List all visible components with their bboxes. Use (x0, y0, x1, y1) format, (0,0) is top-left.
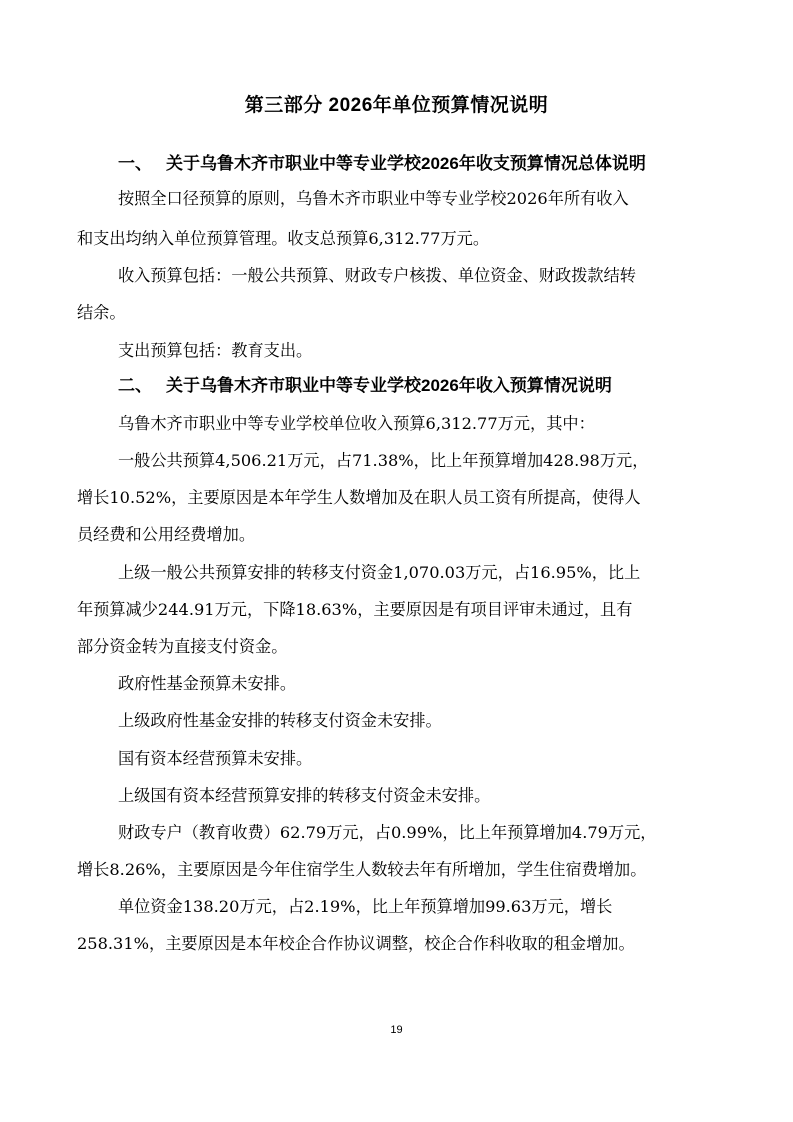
paragraph-line: 国有资本经营预算未安排。 (118, 749, 313, 768)
paragraph-line: 增长10.52%，主要原因是本年学生人数增加及在职人员工资有所提高，使得人 (77, 488, 641, 507)
paragraph-line: 增长8.26%，主要原因是今年住宿学生人数较去年有所增加，学生住宿费增加。 (77, 860, 647, 879)
page-title: 第三部分 2026年单位预算情况说明 (244, 95, 549, 116)
paragraph-line: 支出预算包括：教育支出。 (118, 341, 313, 360)
section-heading-text-1: 关于乌鲁木齐市职业中等专业学校2026年收支预算情况总体说明 (166, 154, 646, 173)
paragraph-line: 政府性基金预算未安排。 (118, 674, 297, 693)
page-number: 19 (390, 1024, 403, 1036)
section-heading-2 (118, 375, 612, 397)
paragraph-line: 年预算减少244.91万元，下降18.63%，主要原因是有项目评审未通过，且有 (77, 600, 633, 619)
section-heading-text-2: 关于乌鲁木齐市职业中等专业学校2026年收入预算情况说明 (166, 376, 612, 395)
paragraph-line: 员经费和公用经费增加。 (77, 525, 256, 544)
paragraph-line: 结余。 (77, 303, 126, 322)
paragraph-line: 和支出均纳入单位预算管理。收支总预算6,312.77万元。 (77, 229, 490, 248)
paragraph-line: 258.31%，主要原因是本年校企合作协议调整，校企合作科收取的租金增加。 (77, 934, 635, 953)
paragraph-line: 收入预算包括：一般公共预算、财政专户核拨、单位资金、财政拨款结转 (118, 266, 636, 285)
paragraph-line: 部分资金转为直接支付资金。 (77, 637, 288, 656)
section-number-1: 一、 (118, 154, 152, 173)
paragraph-line: 乌鲁木齐市职业中等专业学校单位收入预算6,312.77万元，其中： (118, 414, 595, 433)
paragraph-line: 上级一般公共预算安排的转移支付资金1,070.03万元，占16.95%，比上 (118, 563, 641, 582)
paragraph-line: 上级政府性基金安排的转移支付资金未安排。 (118, 711, 442, 730)
paragraph-line: 单位资金138.20万元，占2.19%，比上年预算增加99.63万元，增长 (118, 897, 613, 916)
paragraph-line: 上级国有资本经营预算安排的转移支付资金未安排。 (118, 786, 491, 805)
paragraph-line: 一般公共预算4,506.21万元，占71.38%，比上年预算增加428.98万元， (118, 451, 649, 470)
section-heading-1 (118, 153, 646, 175)
section-number-2: 二、 (118, 376, 152, 395)
paragraph-line: 按照全口径预算的原则，乌鲁木齐市职业中等专业学校2026年所有收入 (118, 189, 629, 208)
paragraph-line: 财政专户（教育收费）62.79万元，占0.99%，比上年预算增加4.79万元， (118, 823, 657, 842)
